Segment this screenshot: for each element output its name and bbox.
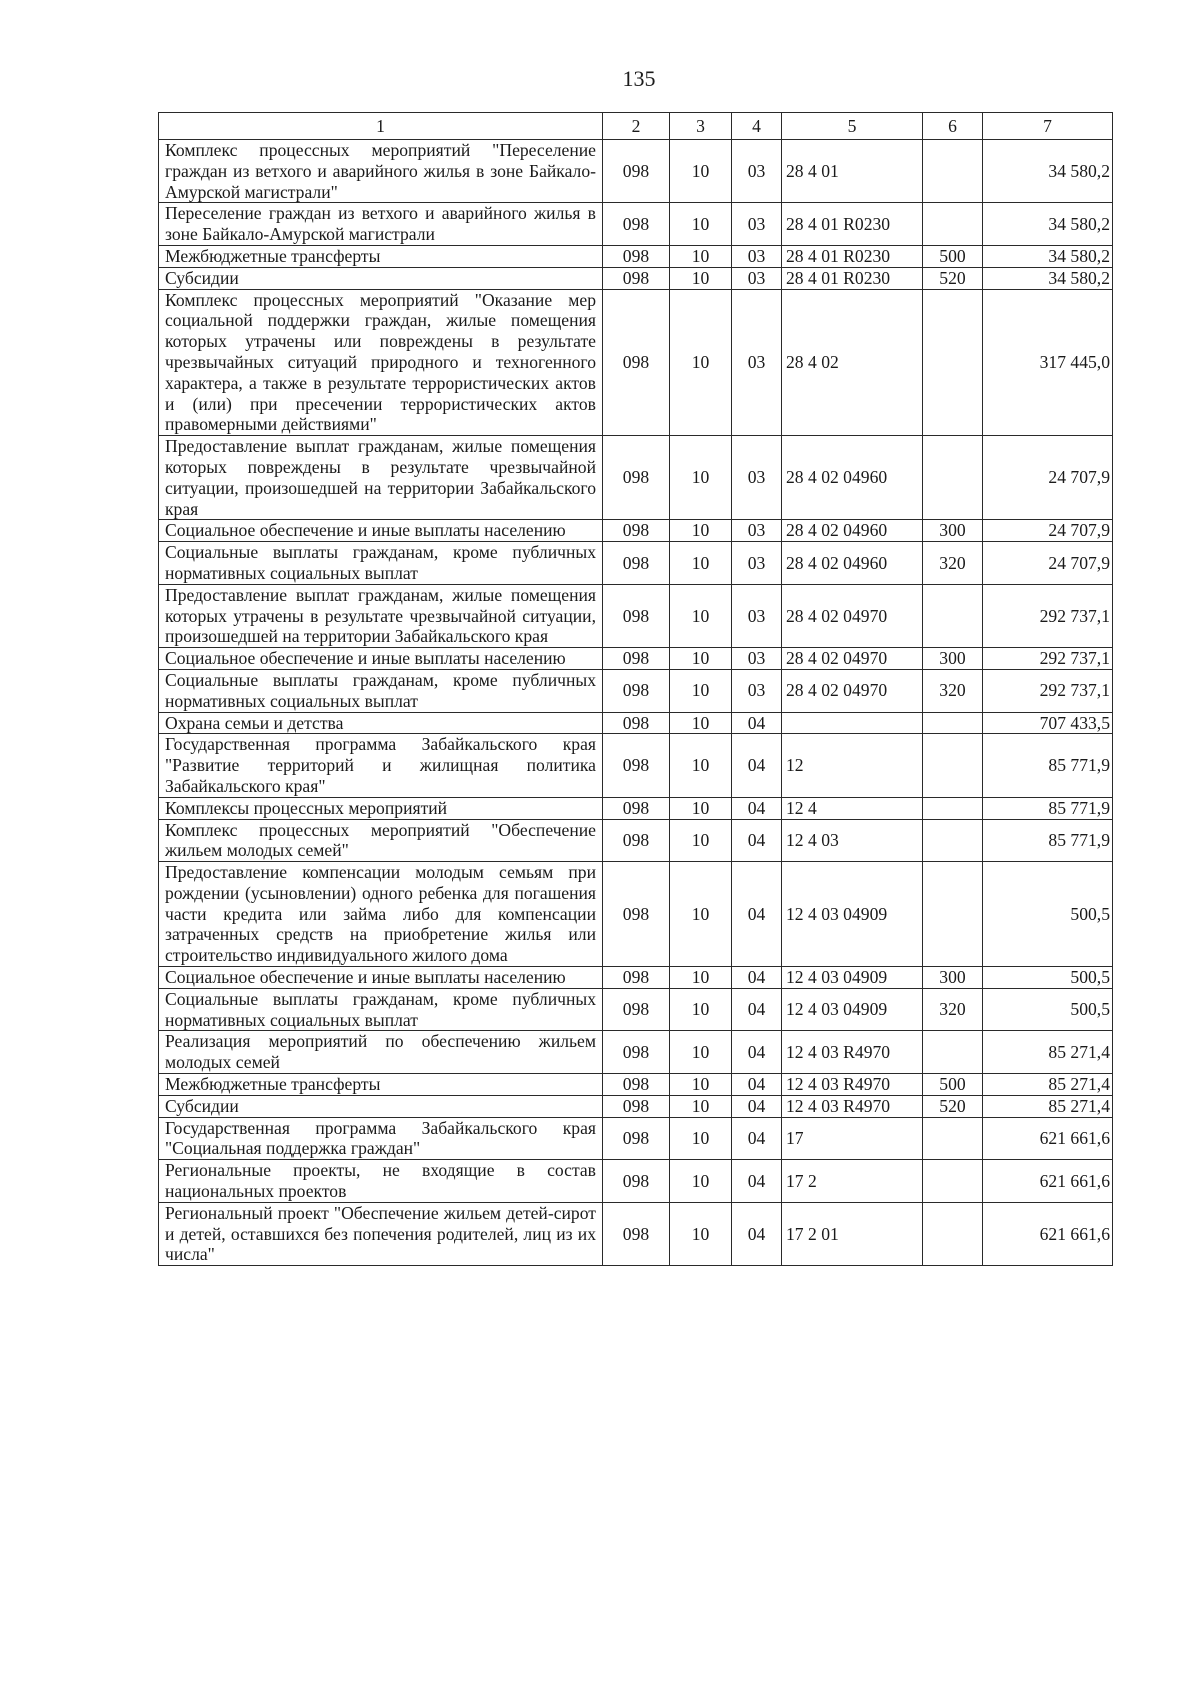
- row-code-cell: 098: [603, 436, 670, 520]
- table-header-row: [159, 113, 1113, 140]
- table-row: [159, 1202, 1113, 1265]
- row-expense-type-cell: 320: [923, 669, 983, 712]
- row-amount-cell: 500,5: [983, 862, 1113, 967]
- header-cell: 7: [983, 113, 1113, 140]
- row-amount-cell: 500,5: [983, 967, 1113, 989]
- table-row: [159, 1117, 1113, 1160]
- row-subsection-cell: 03: [732, 648, 782, 670]
- row-subsection-cell: 04: [732, 1202, 782, 1265]
- row-code-cell: 098: [603, 1031, 670, 1074]
- row-expense-type-cell: [923, 140, 983, 203]
- row-name-cell: Реализация мероприятий по обеспечению жильем молодых семей: [159, 1031, 603, 1074]
- row-target-article-cell: 12 4 03: [782, 819, 923, 862]
- row-code-cell: 098: [603, 584, 670, 647]
- row-section-cell: 10: [670, 542, 732, 585]
- row-name-cell: Межбюджетные трансферты: [159, 1074, 603, 1096]
- row-target-article-cell: 12: [782, 734, 923, 797]
- row-expense-type-cell: [923, 797, 983, 819]
- table-row: [159, 734, 1113, 797]
- row-amount-cell: 292 737,1: [983, 648, 1113, 670]
- row-subsection-cell: 03: [732, 436, 782, 520]
- row-section-cell: 10: [670, 436, 732, 520]
- row-code-cell: 098: [603, 542, 670, 585]
- row-target-article-cell: 28 4 02 04970: [782, 669, 923, 712]
- row-expense-type-cell: 300: [923, 967, 983, 989]
- row-name-cell: Комплекс процессных мероприятий "Переселение граждан из ветхого и аварийного жилья в зоне Байкало-Амурской магистрали": [159, 140, 603, 203]
- row-section-cell: 10: [670, 988, 732, 1031]
- row-code-cell: 098: [603, 520, 670, 542]
- row-section-cell: 10: [670, 669, 732, 712]
- row-section-cell: 10: [670, 1117, 732, 1160]
- row-section-cell: 10: [670, 1031, 732, 1074]
- row-subsection-cell: 04: [732, 819, 782, 862]
- row-name-cell: Государственная программа Забайкальского края "Социальная поддержка граждан": [159, 1117, 603, 1160]
- row-name-cell: Комплекс процессных мероприятий "Оказание мер социальной поддержки граждан, жилые помещения которых утрачены или повреждены в результате чрезвычайных ситуаций природного и техногенного характера, а также в результате террористических актов и (или) при пресечении террористических актов правомерными действиями": [159, 289, 603, 436]
- row-expense-type-cell: [923, 1160, 983, 1203]
- table-row: [159, 1031, 1113, 1074]
- row-code-cell: 098: [603, 245, 670, 267]
- row-expense-type-cell: 520: [923, 1095, 983, 1117]
- row-name-cell: Переселение граждан из ветхого и аварийного жилья в зоне Байкало-Амурской магистрали: [159, 203, 603, 246]
- row-target-article-cell: 28 4 01 R0230: [782, 245, 923, 267]
- row-name-cell: Региональные проекты, не входящие в состав национальных проектов: [159, 1160, 603, 1203]
- row-name-cell: Межбюджетные трансферты: [159, 245, 603, 267]
- row-subsection-cell: 04: [732, 988, 782, 1031]
- row-code-cell: 098: [603, 967, 670, 989]
- row-subsection-cell: 03: [732, 267, 782, 289]
- row-subsection-cell: 04: [732, 1095, 782, 1117]
- row-target-article-cell: 28 4 01 R0230: [782, 203, 923, 246]
- row-subsection-cell: 04: [732, 1117, 782, 1160]
- row-name-cell: Субсидии: [159, 1095, 603, 1117]
- row-expense-type-cell: 500: [923, 1074, 983, 1096]
- row-section-cell: 10: [670, 520, 732, 542]
- row-amount-cell: 500,5: [983, 988, 1113, 1031]
- header-cell: 1: [159, 113, 603, 140]
- row-code-cell: 098: [603, 988, 670, 1031]
- header-cell: 5: [782, 113, 923, 140]
- row-subsection-cell: 03: [732, 669, 782, 712]
- table-row: [159, 436, 1113, 520]
- row-expense-type-cell: [923, 1031, 983, 1074]
- row-expense-type-cell: [923, 1117, 983, 1160]
- row-name-cell: Социальное обеспечение и иные выплаты населению: [159, 967, 603, 989]
- row-expense-type-cell: 300: [923, 520, 983, 542]
- row-name-cell: Комплексы процессных мероприятий: [159, 797, 603, 819]
- table-row: [159, 203, 1113, 246]
- row-expense-type-cell: [923, 436, 983, 520]
- row-target-article-cell: 17 2: [782, 1160, 923, 1203]
- row-subsection-cell: 03: [732, 140, 782, 203]
- table-row: [159, 1074, 1113, 1096]
- table-row: [159, 1095, 1113, 1117]
- row-code-cell: 098: [603, 712, 670, 734]
- row-name-cell: Социальные выплаты гражданам, кроме публичных нормативных социальных выплат: [159, 542, 603, 585]
- row-target-article-cell: 12 4 03 R4970: [782, 1031, 923, 1074]
- row-subsection-cell: 04: [732, 862, 782, 967]
- table-row: [159, 542, 1113, 585]
- row-code-cell: 098: [603, 1160, 670, 1203]
- row-code-cell: 098: [603, 1202, 670, 1265]
- row-section-cell: 10: [670, 648, 732, 670]
- row-name-cell: Охрана семьи и детства: [159, 712, 603, 734]
- table-row: [159, 267, 1113, 289]
- row-section-cell: 10: [670, 967, 732, 989]
- row-target-article-cell: 12 4 03 04909: [782, 967, 923, 989]
- row-subsection-cell: 04: [732, 1031, 782, 1074]
- row-name-cell: Социальные выплаты гражданам, кроме публичных нормативных социальных выплат: [159, 988, 603, 1031]
- row-amount-cell: 85 271,4: [983, 1074, 1113, 1096]
- row-code-cell: 098: [603, 267, 670, 289]
- row-target-article-cell: 12 4 03 R4970: [782, 1095, 923, 1117]
- row-target-article-cell: 28 4 01 R0230: [782, 267, 923, 289]
- row-amount-cell: 85 771,9: [983, 797, 1113, 819]
- row-expense-type-cell: [923, 734, 983, 797]
- row-expense-type-cell: 300: [923, 648, 983, 670]
- row-code-cell: 098: [603, 140, 670, 203]
- table-row: [159, 520, 1113, 542]
- row-target-article-cell: 12 4 03 R4970: [782, 1074, 923, 1096]
- row-expense-type-cell: [923, 289, 983, 436]
- table-row: [159, 1160, 1113, 1203]
- row-section-cell: 10: [670, 1074, 732, 1096]
- table-row: [159, 289, 1113, 436]
- table-row: [159, 584, 1113, 647]
- row-section-cell: 10: [670, 862, 732, 967]
- row-target-article-cell: 28 4 02 04960: [782, 436, 923, 520]
- row-subsection-cell: 04: [732, 1074, 782, 1096]
- row-section-cell: 10: [670, 1095, 732, 1117]
- row-target-article-cell: 28 4 02: [782, 289, 923, 436]
- row-code-cell: 098: [603, 797, 670, 819]
- row-amount-cell: 85 271,4: [983, 1095, 1113, 1117]
- row-section-cell: 10: [670, 267, 732, 289]
- row-section-cell: 10: [670, 1160, 732, 1203]
- row-name-cell: Предоставление выплат гражданам, жилые помещения которых повреждены в результате чрезвычайной ситуации, произошедшей на территории Забайкальского края: [159, 436, 603, 520]
- row-amount-cell: 292 737,1: [983, 669, 1113, 712]
- row-subsection-cell: 04: [732, 967, 782, 989]
- row-subsection-cell: 03: [732, 203, 782, 246]
- row-expense-type-cell: [923, 712, 983, 734]
- row-subsection-cell: 03: [732, 289, 782, 436]
- header-cell: 6: [923, 113, 983, 140]
- row-target-article-cell: 12 4 03 04909: [782, 862, 923, 967]
- row-expense-type-cell: [923, 1202, 983, 1265]
- row-code-cell: 098: [603, 819, 670, 862]
- row-code-cell: 098: [603, 669, 670, 712]
- table-row: [159, 967, 1113, 989]
- row-section-cell: 10: [670, 712, 732, 734]
- row-amount-cell: 34 580,2: [983, 203, 1113, 246]
- page-number: 135: [622, 66, 656, 91]
- row-section-cell: 10: [670, 245, 732, 267]
- row-code-cell: 098: [603, 734, 670, 797]
- table-row: [159, 712, 1113, 734]
- row-target-article-cell: [782, 712, 923, 734]
- row-amount-cell: 621 661,6: [983, 1117, 1113, 1160]
- row-name-cell: Социальное обеспечение и иные выплаты населению: [159, 648, 603, 670]
- table-row: [159, 669, 1113, 712]
- header-cell: 2: [603, 113, 670, 140]
- table-row: [159, 245, 1113, 267]
- row-expense-type-cell: [923, 203, 983, 246]
- row-name-cell: Предоставление компенсации молодым семьям при рождении (усыновлении) одного ребенка для погашения части кредита или займа либо для компенсации затраченных средств на приобретение жилья или строительство индивидуального жилого дома: [159, 862, 603, 967]
- row-section-cell: 10: [670, 584, 732, 647]
- row-amount-cell: 85 771,9: [983, 734, 1113, 797]
- row-expense-type-cell: 520: [923, 267, 983, 289]
- row-section-cell: 10: [670, 819, 732, 862]
- row-subsection-cell: 03: [732, 584, 782, 647]
- row-subsection-cell: 04: [732, 1160, 782, 1203]
- row-name-cell: Государственная программа Забайкальского края "Развитие территорий и жилищная политика Забайкальского края": [159, 734, 603, 797]
- row-section-cell: 10: [670, 289, 732, 436]
- row-code-cell: 098: [603, 1074, 670, 1096]
- row-code-cell: 098: [603, 648, 670, 670]
- row-target-article-cell: 17 2 01: [782, 1202, 923, 1265]
- row-amount-cell: 34 580,2: [983, 267, 1113, 289]
- table-row: [159, 819, 1113, 862]
- row-target-article-cell: 12 4: [782, 797, 923, 819]
- row-section-cell: 10: [670, 734, 732, 797]
- row-subsection-cell: 03: [732, 245, 782, 267]
- table-row: [159, 988, 1113, 1031]
- row-subsection-cell: 04: [732, 797, 782, 819]
- row-amount-cell: 24 707,9: [983, 436, 1113, 520]
- row-expense-type-cell: [923, 819, 983, 862]
- budget-table: [158, 112, 1113, 1266]
- row-target-article-cell: 28 4 02 04970: [782, 648, 923, 670]
- row-amount-cell: 24 707,9: [983, 520, 1113, 542]
- row-name-cell: Комплекс процессных мероприятий "Обеспечение жильем молодых семей": [159, 819, 603, 862]
- row-target-article-cell: 28 4 02 04970: [782, 584, 923, 647]
- row-amount-cell: 24 707,9: [983, 542, 1113, 585]
- row-amount-cell: 34 580,2: [983, 140, 1113, 203]
- row-name-cell: Региональный проект "Обеспечение жильем детей-сирот и детей, оставшихся без попечения родителей, лиц из их числа": [159, 1202, 603, 1265]
- header-cell: 3: [670, 113, 732, 140]
- row-amount-cell: 85 771,9: [983, 819, 1113, 862]
- row-section-cell: 10: [670, 1202, 732, 1265]
- row-name-cell: Социальные выплаты гражданам, кроме публичных нормативных социальных выплат: [159, 669, 603, 712]
- row-code-cell: 098: [603, 289, 670, 436]
- row-subsection-cell: 04: [732, 712, 782, 734]
- row-subsection-cell: 04: [732, 734, 782, 797]
- row-expense-type-cell: 320: [923, 542, 983, 585]
- row-code-cell: 098: [603, 203, 670, 246]
- row-target-article-cell: 28 4 02 04960: [782, 542, 923, 585]
- row-subsection-cell: 03: [732, 520, 782, 542]
- table-row: [159, 797, 1113, 819]
- row-amount-cell: 292 737,1: [983, 584, 1113, 647]
- table-row: [159, 648, 1113, 670]
- row-expense-type-cell: [923, 584, 983, 647]
- header-cell: 4: [732, 113, 782, 140]
- table-row: [159, 140, 1113, 203]
- row-code-cell: 098: [603, 862, 670, 967]
- row-section-cell: 10: [670, 203, 732, 246]
- table-row: [159, 862, 1113, 967]
- row-name-cell: Предоставление выплат гражданам, жилые помещения которых утрачены в результате чрезвычайной ситуации, произошедшей на территории Забайкальского края: [159, 584, 603, 647]
- row-amount-cell: 317 445,0: [983, 289, 1113, 436]
- row-amount-cell: 621 661,6: [983, 1202, 1113, 1265]
- row-amount-cell: 621 661,6: [983, 1160, 1113, 1203]
- row-target-article-cell: 28 4 01: [782, 140, 923, 203]
- row-amount-cell: 85 271,4: [983, 1031, 1113, 1074]
- row-expense-type-cell: [923, 862, 983, 967]
- row-expense-type-cell: 500: [923, 245, 983, 267]
- row-amount-cell: 34 580,2: [983, 245, 1113, 267]
- row-section-cell: 10: [670, 797, 732, 819]
- row-expense-type-cell: 320: [923, 988, 983, 1031]
- row-code-cell: 098: [603, 1095, 670, 1117]
- row-target-article-cell: 17: [782, 1117, 923, 1160]
- row-section-cell: 10: [670, 140, 732, 203]
- row-target-article-cell: 28 4 02 04960: [782, 520, 923, 542]
- row-code-cell: 098: [603, 1117, 670, 1160]
- row-amount-cell: 707 433,5: [983, 712, 1113, 734]
- row-name-cell: Субсидии: [159, 267, 603, 289]
- row-subsection-cell: 03: [732, 542, 782, 585]
- row-name-cell: Социальное обеспечение и иные выплаты населению: [159, 520, 603, 542]
- row-target-article-cell: 12 4 03 04909: [782, 988, 923, 1031]
